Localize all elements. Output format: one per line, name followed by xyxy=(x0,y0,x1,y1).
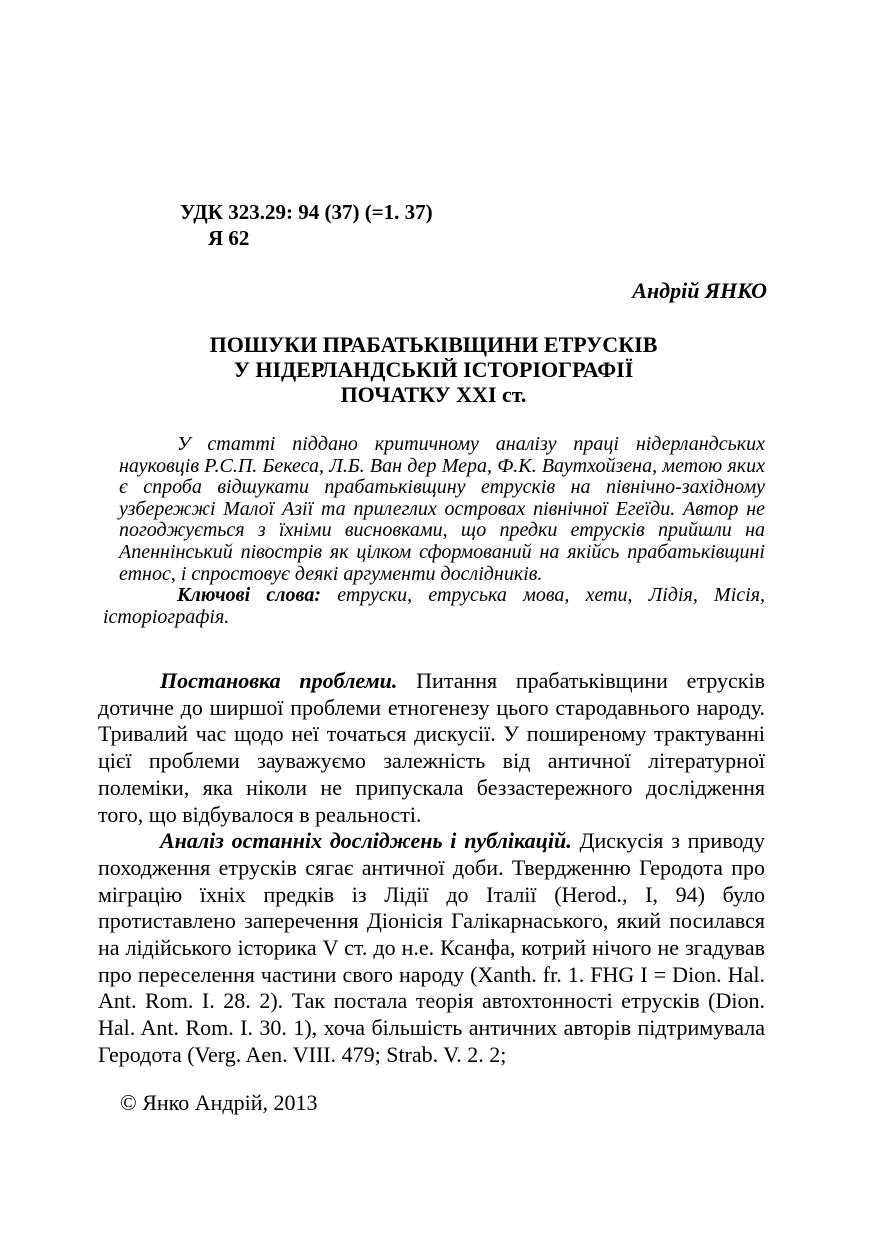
paragraph-2-text: Дискусія з приводу походження етрусків сягає античної доби. Твердженню Геродота про міграцію їхніх предків із Лідії до Італії (Herod., I, 94) було протиставлено заперечення Діонісія Галікарнаського, який посилався на лідійського історика V ст. до н.е. Ксанфа, котрий нічого не згадував про переселення частини свого народу (Xanth. fr. 1. FHG I = Dion. Hal. Ant. Rom. I. 28. 2). Так постала теорія автохтонності етрусків (Dion. Hal. Ant. Rom. I. 30. 1), хоча більшість античних авторів підтримувала Геродота (Verg. Aen. VIII. 479; Strab. V. 2. 2; xyxy=(98,828,766,1067)
body-paragraph-2 xyxy=(98,828,765,1068)
keywords-label: Ключові слова: xyxy=(177,584,321,607)
abstract-paragraph: У статті піддано критичному аналізу праці нідерландських науковців Р.С.П. Бекеса, Л.Б. Ван дер Мера, Ф.К. Ваутхойзена, метою яких є спроба відшукати прабатьківщину етрусків на північно-західному узбережжі Малої Азії та прилеглих островах північної Егеїди. Автор не погоджується з їхніми висновками, що предки етрусків прийшли на Апеннінський півострів як цілком сформований на якійсь прабатьківщині етнос, і спростовує деякі аргументи дослідників. xyxy=(119,433,765,585)
abstract-section xyxy=(103,434,765,628)
copyright-footer: © Янко Андрій, 2013 xyxy=(120,1090,318,1115)
article-title-line-3: ПОЧАТКУ ХХІ ст. xyxy=(340,382,527,407)
keywords-text: етруски, етруська мова, хети, Лідія, Місія, історіографія. xyxy=(103,584,766,628)
body-paragraph-1 xyxy=(98,668,765,828)
udc-line-2: Я 62 xyxy=(208,226,250,250)
article-title-line-1: ПОШУКИ ПРАБАТЬКІВЩИНИ ЕТРУСКІВ xyxy=(209,332,658,357)
paragraph-2-lead: Аналіз останніх досліджень і публікацій. xyxy=(160,828,572,854)
paragraph-1-text: Питання прабатьківщини етрусків дотичне до ширшої проблеми етногенезу цього стародавнього народу. Тривалий час щодо неї точаться дискусії. У поширеному трактуванні цієї проблеми зауважуємо залежність від античної літературної полеміки, яка ніколи не припускала беззастережного дослідження того, що відбувалося в реальності. xyxy=(98,668,765,827)
article-title xyxy=(100,332,767,407)
author-name: Андрій ЯНКО xyxy=(632,278,767,303)
article-title-line-2: У НІДЕРЛАНДСЬКІЙ ІСТОРІОГРАФІЇ xyxy=(233,357,634,382)
keywords-paragraph xyxy=(103,585,765,628)
udc-line-1: УДК 323.29: 94 (37) (=1. 37) xyxy=(180,200,433,224)
article-body xyxy=(98,668,765,1069)
paragraph-1-lead: Постановка проблеми. xyxy=(160,668,398,693)
udc-block xyxy=(180,199,433,251)
